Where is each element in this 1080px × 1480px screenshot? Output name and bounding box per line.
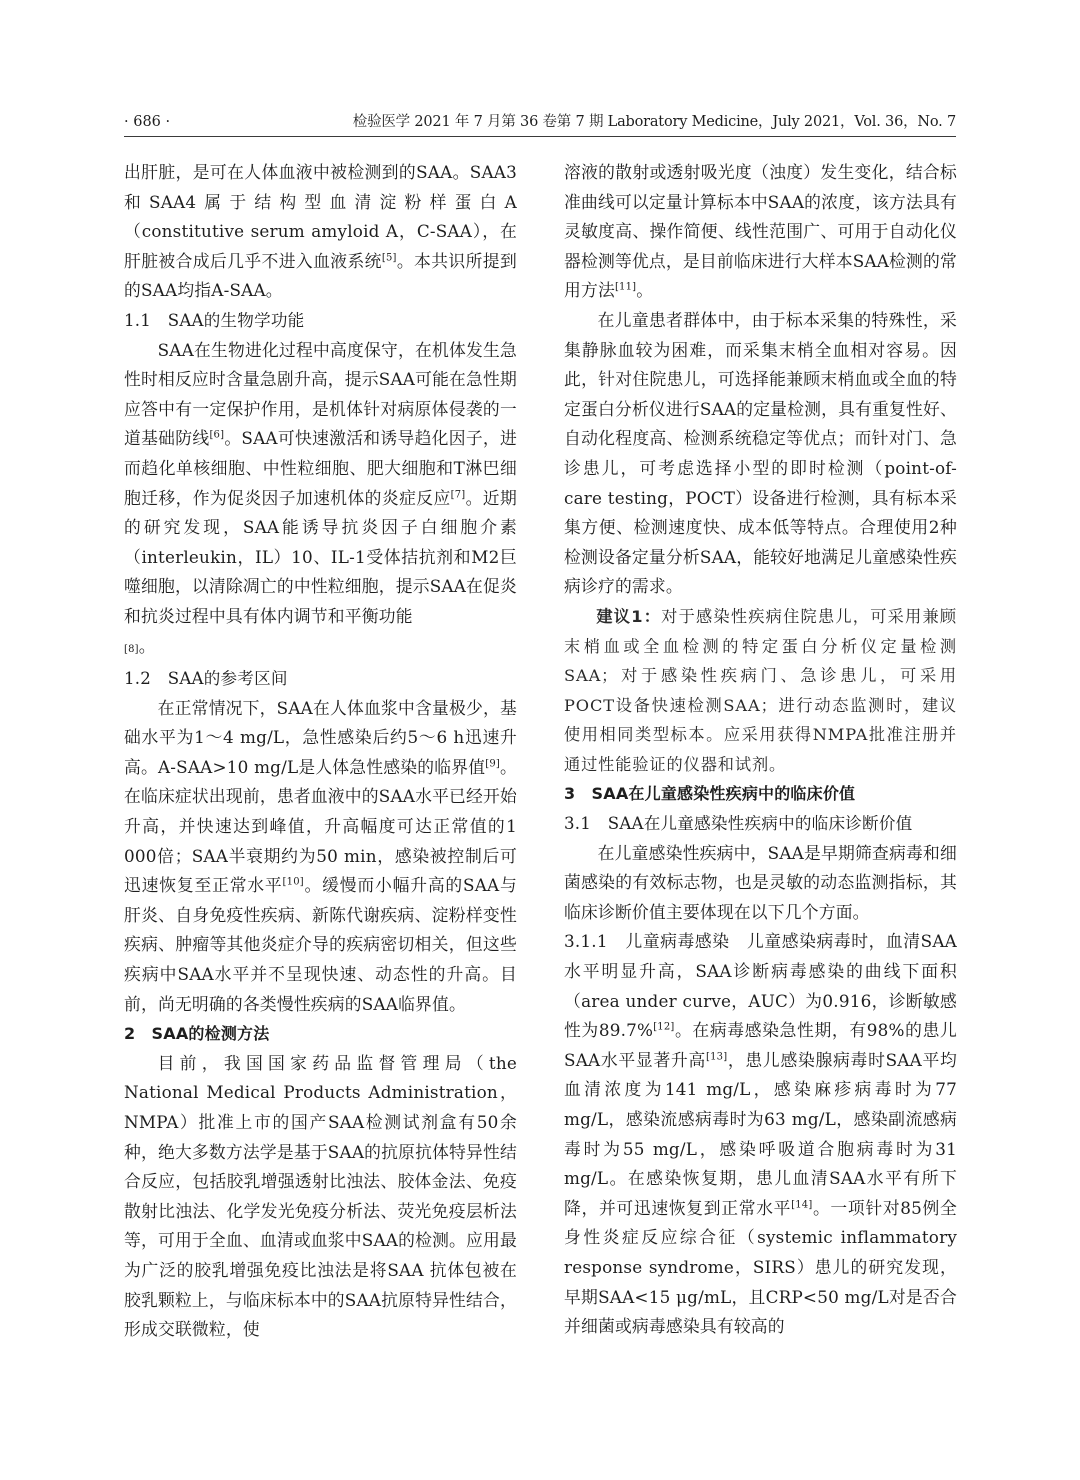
- text: ，患儿感染腺病毒时SAA平均血清浓度为141 mg/L，感染麻疹病毒时为77 mg/L，感染流感病毒时为63 mg/L，感染副流感病毒时为55 mg/L，感染呼吸道合胞病毒时为31 mg/L。在感染恢复期，患儿血清SAA水平有所下降，并可迅速恢复到正常水平: [564, 1049, 957, 1218]
- section-heading: 1.2 SAA的参考区间: [124, 669, 288, 689]
- text: 。: [138, 635, 156, 656]
- citation: [14]: [791, 1199, 813, 1211]
- paragraph: [564, 927, 957, 1341]
- journal-citation: 检验医学 2021 年 7 月第 36 卷第 7 期 Laboratory Medicine，July 2021，Vol. 36，No. 7: [352, 114, 956, 130]
- citation: [12]: [653, 1021, 675, 1033]
- citation: [5]: [381, 252, 397, 264]
- recommendation-label: 建议1：: [596, 606, 662, 626]
- text: 。在临床症状出现前，患者血液中的SAA水平已经开始升高，并快速达到峰值，升高幅度可达正常值的1 000倍；SAA半衰期约为50 min，感染被控制后可迅速恢复至正常水平: [124, 756, 517, 896]
- text: 。近期的研究发现，SAA能诱导抗炎因子白细胞介素（interleukin，IL）10、IL-1受体拮抗剂和M2巨噬细胞，以清除凋亡的中性粒细胞，提示SAA在促炎和抗炎过程中具有体内调节和平衡功能: [124, 487, 517, 626]
- recommendation-text: 对于感染性疾病住院患儿，可采用兼顾末梢血或全血检测的特定蛋白分析仪定量检测SAA；对于感染性疾病门、急诊患儿，可采用POCT设备快速检测SAA；进行动态监测时，建议使用相同类型标本。应采用获得NMPA批准注册并通过性能验证的仪器和试剂。: [564, 606, 957, 774]
- text: 。: [636, 280, 654, 301]
- text: 溶液的散射或透射吸光度（浊度）发生变化，结合标准曲线可以定量计算标本中SAA的浓度，该方法具有灵敏度高、操作简便、线性范围广、可用于自动化仪器检测等优点，是目前临床进行大样本SAA检测的常用方法: [564, 162, 957, 301]
- citation: [13]: [706, 1051, 728, 1063]
- left-column: [124, 158, 517, 1345]
- text: 出肝脏，是可在人体血液中被检测到的SAA。SAA3和SAA4属于结构型血清淀粉样蛋白A（constitutive serum amyloid A，C-SAA），在肝脏被合成后几乎不进入血液系统: [124, 162, 517, 271]
- header-rule: [124, 136, 956, 137]
- citation: [11]: [614, 281, 637, 293]
- text: 3.1.1 儿童病毒感染 儿童感染病毒时，血清SAA水平明显升高，SAA诊断病毒感染的曲线下面积（area under curve，AUC）为0.916，诊断敏感性为89.7%: [564, 931, 957, 1041]
- citation: [7]: [450, 488, 466, 500]
- right-column: [564, 158, 957, 1342]
- paragraph: [564, 158, 957, 306]
- citation: [8]: [124, 643, 139, 655]
- paragraph: 在儿童感染性疾病中，SAA是早期筛查病毒和细菌感染的有效标志物，也是灵敏的动态监测指标，其临床诊断价值主要体现在以下几个方面。: [564, 842, 957, 922]
- text: SAA在生物进化过程中高度保守，在机体发生急性时相反应时含量急剧升高，提示SAA可能在急性期应答中有一定保护作用，是机体针对病原体侵袭的一道基础防线: [124, 339, 517, 449]
- paragraph: [124, 694, 517, 1020]
- text: 。SAA可快速激活和诱导趋化因子，进而趋化单核细胞、中性粒细胞、肥大细胞和T淋巴细胞迁移，作为促炎因子加速机体的炎症反应: [124, 428, 517, 508]
- recommendation: [564, 602, 957, 780]
- text: 。一项针对85例全身性炎症反应综合征（systemic inflammatory response syndrome，SIRS）患儿的研究发现，早期SAA<15 μg/mL，且CRP<50 mg/L对是否合并细菌或病毒感染具有较高的: [564, 1197, 957, 1337]
- paragraph: 在儿童患者群体中，由于标本采集的特殊性，采集静脉血较为困难，而采集末梢全血相对容易。因此，针对住院患儿，可选择能兼顾末梢血或全血的特定蛋白分析仪进行SAA的定量检测，具有重复性好、自动化程度高、检测系统稳定等优点；而针对门、急诊患儿，可考虑选择小型的即时检测（point-of-care testing，POCT）设备进行检测，具有标本采集方便、检测速度快、成本低等特点。合理使用2种检测设备定量分析SAA，能较好地满足儿童感染性疾病诊疗的需求。: [564, 309, 957, 597]
- page-number: · 686 ·: [124, 114, 171, 130]
- paragraph: 目前，我国国家药品监督管理局（the National Medical Products Administration，NMPA）批准上市的国产SAA检测试剂盒有50余种，绝大多数方法学是基于SAA的抗原抗体特异性结合反应，包括胶乳增强透射比浊法、胶体金法、免疫散射比浊法、化学发光免疫分析法、荧光免疫层析法等，可用于全血、血清或血浆中SAA的检测。应用最为广泛的胶乳增强免疫比浊法是将SAA 抗体包被在胶乳颗粒上，与临床标本中的SAA抗原特异性结合，形成交联微粒，使: [124, 1052, 517, 1340]
- text: 。在病毒感染急性期，有98%的患儿SAA水平显著升高: [564, 1020, 957, 1070]
- text: 。缓慢而小幅升高的SAA与肝炎、自身免疫性疾病、新陈代谢疾病、淀粉样变性疾病、肿瘤等其他炎症介导的疾病密切相关，但这些疾病中SAA水平并不呈现快速、动态性的升高。目前，尚无明确的各类慢性疾病的SAA临界值。: [124, 875, 517, 1014]
- citation: [9]: [485, 758, 500, 770]
- paragraph: [124, 158, 517, 306]
- citation: [6]: [209, 429, 225, 441]
- text: 。本共识所提到的SAA均指A-SAA。: [124, 250, 517, 301]
- citation: [10]: [282, 876, 304, 888]
- text: 在正常情况下，SAA在人体血浆中含量极少，基础水平为1～4 mg/L，急性感染后约5～6 h迅速升高。A-SAA>10 mg/L是人体急性感染的临界值: [124, 697, 517, 777]
- paragraph: [124, 336, 517, 665]
- section-heading: 2 SAA的检测方法: [124, 1024, 270, 1044]
- section-heading: 3 SAA在儿童感染性疾病中的临床价值: [564, 784, 856, 804]
- section-heading: 3.1 SAA在儿童感染性疾病中的临床诊断价值: [564, 814, 913, 834]
- section-heading: 1.1 SAA的生物学功能: [124, 310, 305, 330]
